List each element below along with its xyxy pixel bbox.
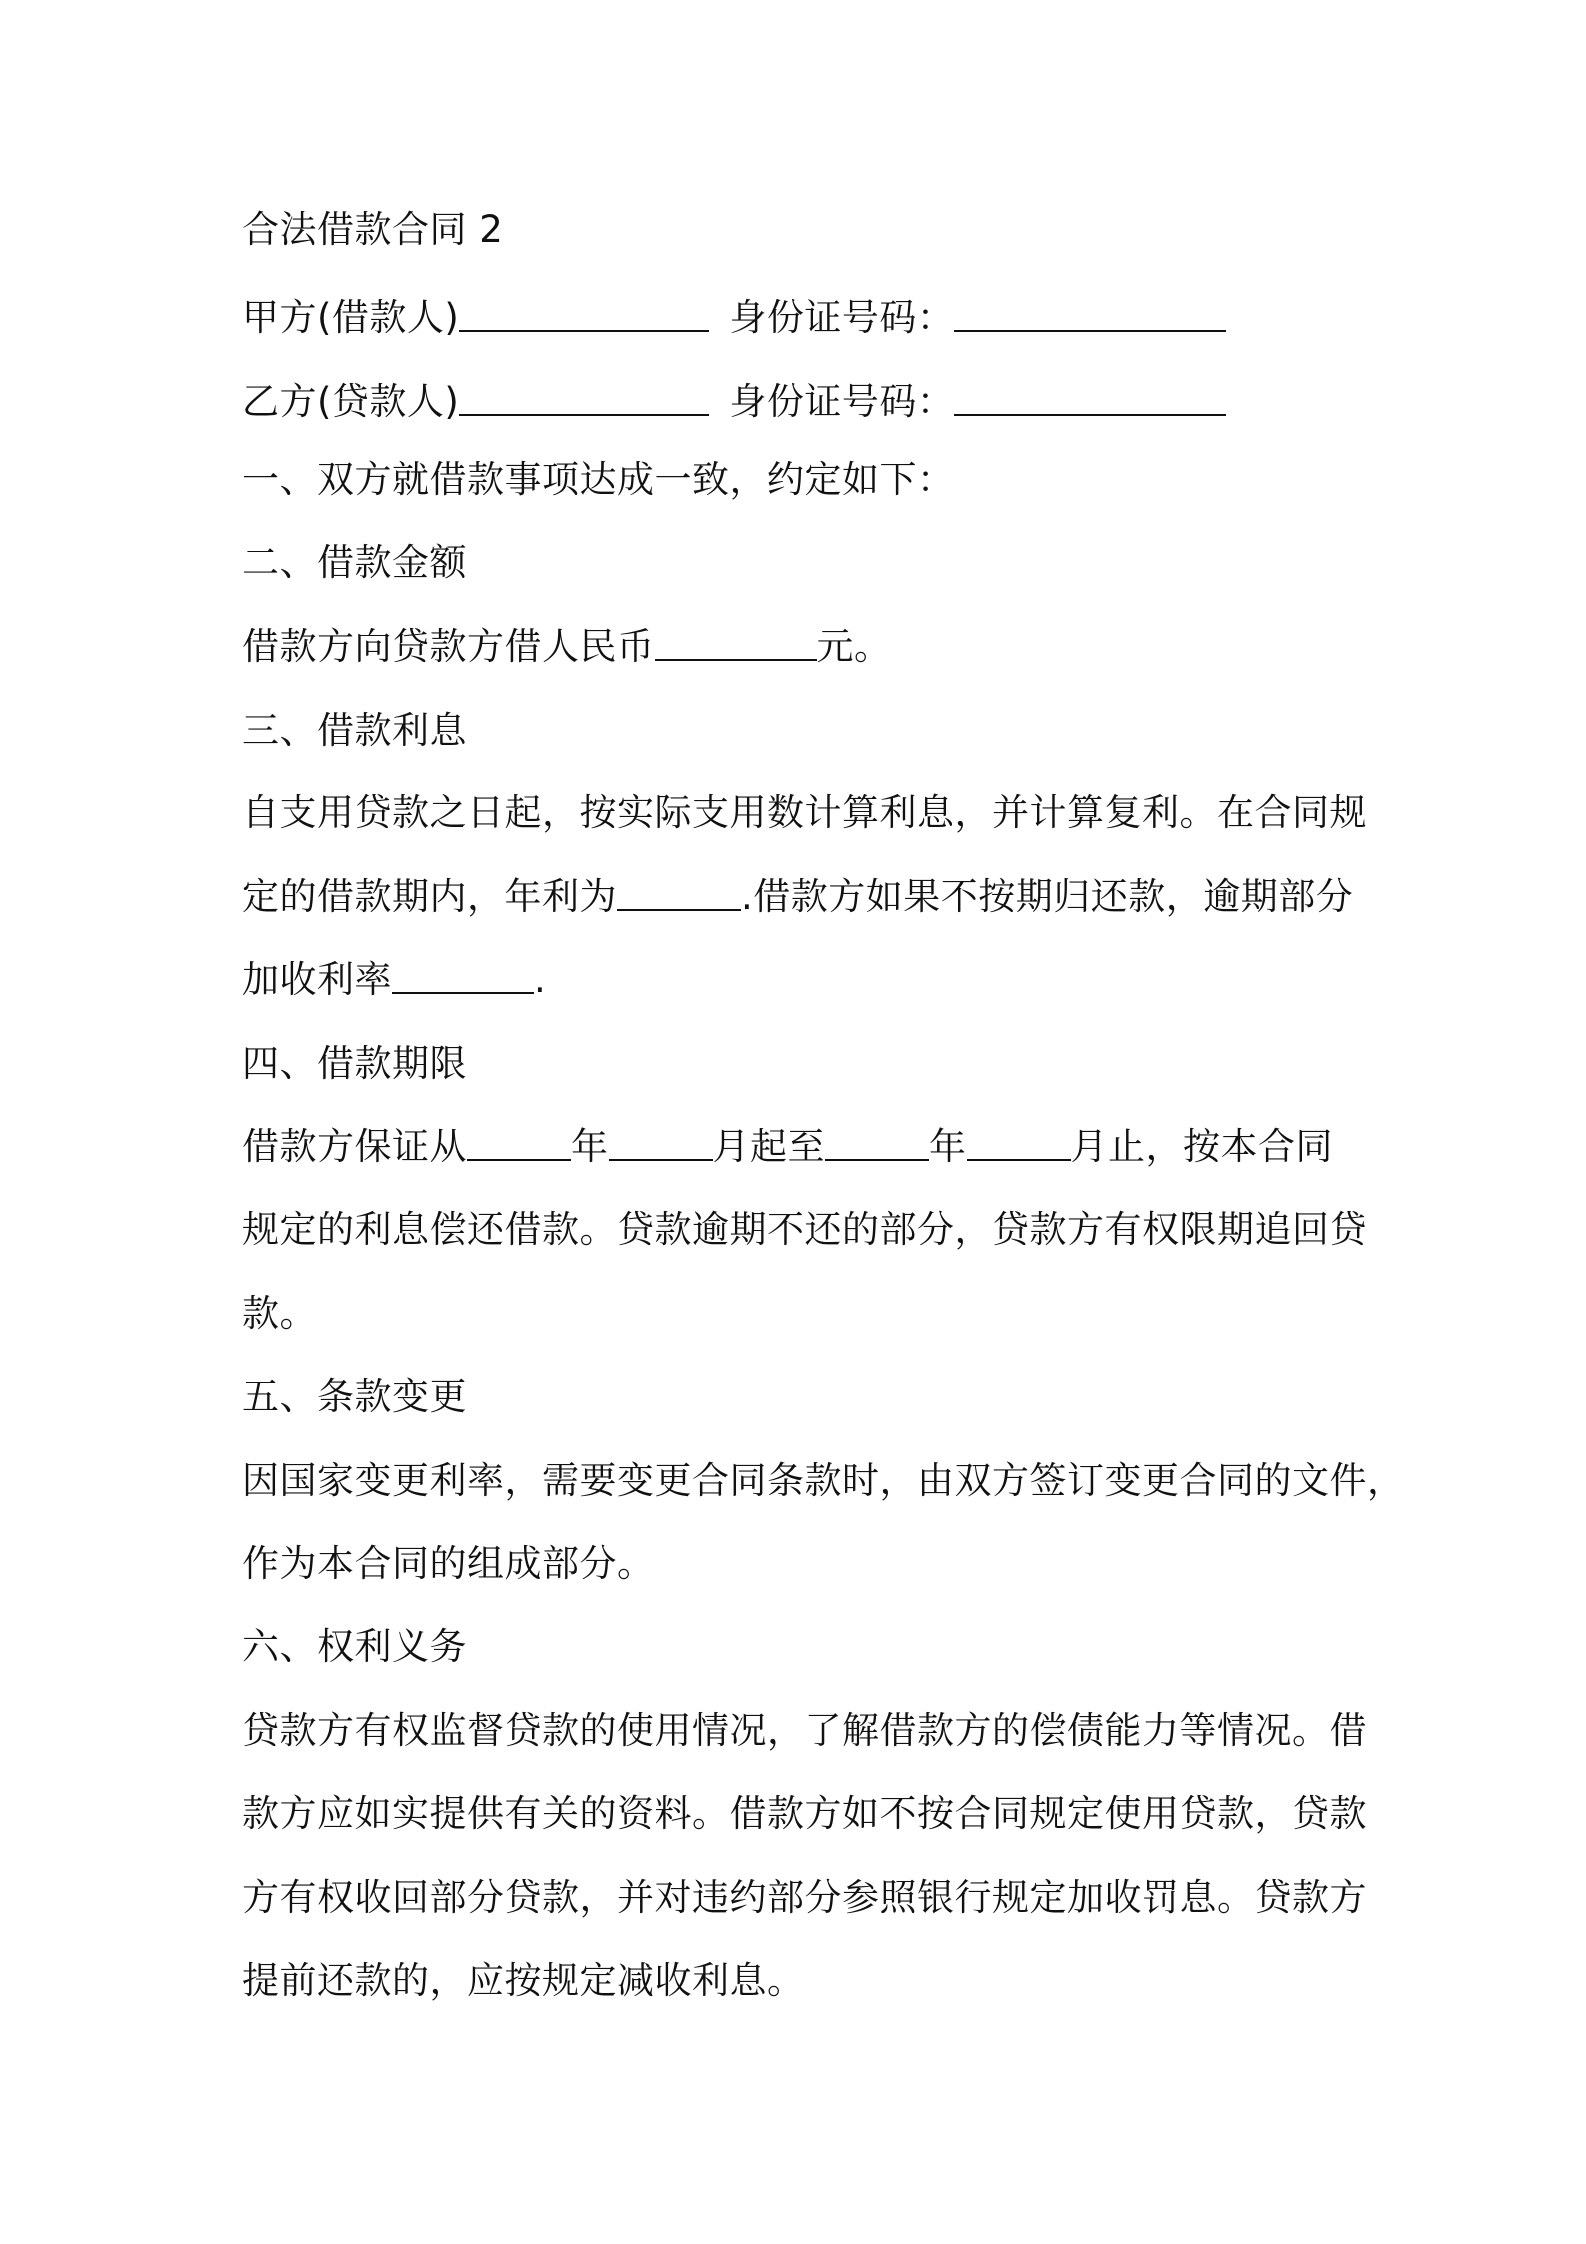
section-4-text-2: 规定的利息偿还借款。贷款逾期不还的部分，贷款方有权限期追回贷 <box>242 1208 1367 1251</box>
section-6-heading <box>242 1622 1362 1672</box>
section-6-text-2: 款方应如实提供有关的资料。借款方如不按合同规定使用贷款，贷款 <box>242 1792 1367 1835</box>
end-year-blank <box>825 1123 929 1161</box>
section-4-line-2 <box>242 1205 1367 1255</box>
penalty-rate-suffix: . <box>534 958 547 1001</box>
section-4-heading-text: 四、借款期限 <box>242 1042 467 1085</box>
section-4-text-3: 款。 <box>242 1292 317 1335</box>
start-year-blank <box>467 1123 571 1161</box>
party-a-id-blank <box>954 294 1226 332</box>
start-year-label: 年 <box>571 1125 609 1168</box>
section-3-text-1: 自支用贷款之日起，按实际支用数计算利息，并计算复利。在合同规 <box>242 791 1367 834</box>
party-a-label: 甲方(借款人) <box>242 296 460 339</box>
loan-amount-prefix: 借款方向贷款方借人民币 <box>242 625 655 668</box>
party-b-label: 乙方(贷款人) <box>242 380 460 423</box>
section-2-heading-text: 二、借款金额 <box>242 541 467 584</box>
end-year-label: 年 <box>929 1125 967 1168</box>
section-3-heading <box>242 706 1362 756</box>
section-6-line-2 <box>242 1789 1367 1839</box>
section-5-text-1: 因国家变更利率，需要变更合同条款时，由双方签订变更合同的文件， <box>242 1459 1405 1502</box>
section-6-heading-text: 六、权利义务 <box>242 1625 467 1668</box>
document-title <box>242 205 1362 255</box>
start-month-label: 月起至 <box>712 1125 825 1168</box>
section-5-line-2 <box>242 1539 1362 1589</box>
section-5-line-1 <box>242 1456 1405 1506</box>
annual-rate-prefix: 定的借款期内，年利为 <box>242 875 617 918</box>
party-a-id-label: 身份证号码： <box>729 296 955 339</box>
party-b-name-blank <box>459 378 709 416</box>
section-3-heading-text: 三、借款利息 <box>242 709 467 752</box>
section-5-heading <box>242 1372 1362 1422</box>
section-2-heading <box>242 538 1362 588</box>
section-6-line-1 <box>242 1706 1367 1756</box>
section-3-line-3 <box>242 955 1362 1005</box>
party-b-id-blank <box>954 378 1226 416</box>
party-a-name-blank <box>459 294 709 332</box>
start-month-blank <box>609 1123 713 1161</box>
end-month-blank <box>967 1123 1071 1161</box>
loan-amount-suffix: 元。 <box>816 625 892 668</box>
annual-rate-blank <box>617 873 741 911</box>
annual-rate-suffix: .借款方如果不按期归还款，逾期部分 <box>741 875 1354 918</box>
section-5-text-2: 作为本合同的组成部分。 <box>242 1542 655 1585</box>
party-b-line <box>242 377 1362 427</box>
section-6-line-3 <box>242 1873 1367 1923</box>
penalty-rate-prefix: 加收利率 <box>242 958 392 1001</box>
section-4-line-1 <box>242 1122 1362 1172</box>
section-6-line-4 <box>242 1956 1362 2006</box>
section-1-heading <box>242 455 1362 505</box>
section-2-body <box>242 622 1362 672</box>
party-b-id-label: 身份证号码： <box>729 380 955 423</box>
section-4-heading <box>242 1039 1362 1089</box>
penalty-rate-blank <box>392 956 534 994</box>
section-6-text-4: 提前还款的，应按规定减收利息。 <box>242 1959 805 2002</box>
end-month-label: 月止，按本合同 <box>1070 1125 1333 1168</box>
party-a-line <box>242 293 1362 343</box>
title-text: 合法借款合同 2 <box>242 208 504 251</box>
term-prefix: 借款方保证从 <box>242 1125 467 1168</box>
section-1-heading-text: 一、双方就借款事项达成一致，约定如下： <box>242 458 955 501</box>
section-4-line-3 <box>242 1289 1362 1339</box>
section-3-line-1 <box>242 788 1367 838</box>
section-6-text-1: 贷款方有权监督贷款的使用情况，了解借款方的偿债能力等情况。借 <box>242 1709 1367 1752</box>
section-6-text-3: 方有权收回部分贷款，并对违约部分参照银行规定加收罚息。贷款方 <box>242 1876 1367 1919</box>
loan-amount-blank <box>655 623 817 661</box>
section-3-line-2 <box>242 872 1362 922</box>
section-5-heading-text: 五、条款变更 <box>242 1375 467 1418</box>
